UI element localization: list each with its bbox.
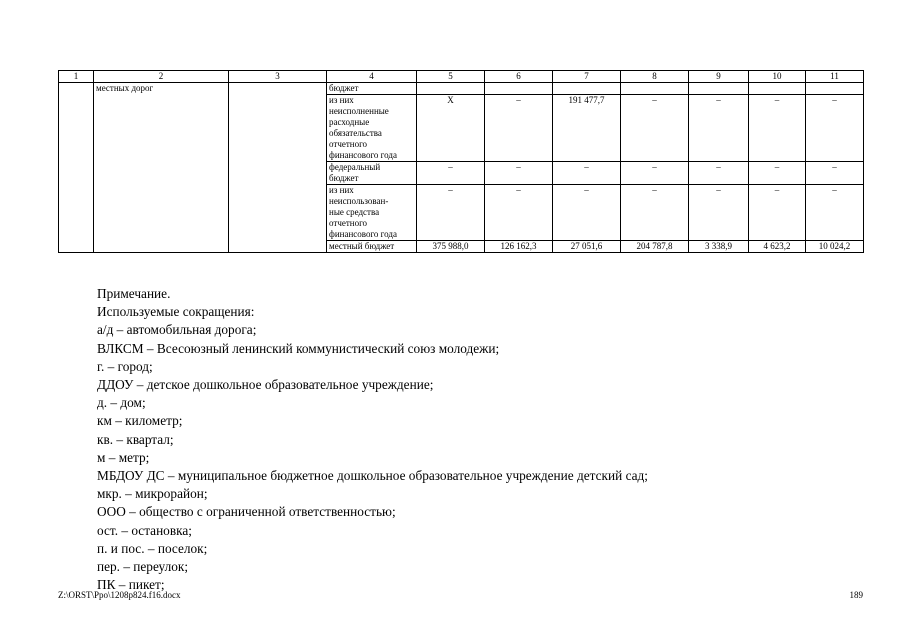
object-name-cell: местных дорог — [94, 83, 229, 253]
note-line: г. – город; — [97, 358, 153, 374]
value-cell: 375 988,0 — [417, 241, 485, 253]
note-line: км – километр; — [97, 413, 183, 429]
value-cell: – — [417, 185, 485, 241]
note-line: м – метр; — [97, 449, 150, 465]
value-cell — [689, 83, 749, 95]
table-row — [59, 83, 864, 95]
funding-source-cell: из них неиспользован- ные средства отчетного финансового года — [327, 185, 417, 241]
value-cell: – — [621, 95, 689, 162]
value-cell: – — [689, 185, 749, 241]
value-cell: – — [621, 185, 689, 241]
note-line: пер. – переулок; — [97, 559, 189, 575]
budget-table — [58, 70, 864, 253]
value-cell: 3 338,9 — [689, 241, 749, 253]
value-cell — [417, 83, 485, 95]
note-line: ост. – остановка; — [97, 522, 192, 538]
note-line: мкр. – микрорайон; — [97, 486, 208, 502]
value-cell: – — [749, 185, 806, 241]
note-line: МБДОУ ДС – муниципальное бюджетное дошкольное образовательное учреждение детский сад; — [97, 468, 648, 484]
value-cell — [485, 83, 553, 95]
value-cell: 191 477,7 — [553, 95, 621, 162]
value-cell: – — [749, 162, 806, 185]
value-cell: – — [553, 185, 621, 241]
value-cell — [553, 83, 621, 95]
value-cell: – — [621, 162, 689, 185]
header-cell: 3 — [229, 71, 327, 83]
note-line: Используемые сокращения: — [97, 304, 255, 320]
header-cell: 5 — [417, 71, 485, 83]
value-cell — [749, 83, 806, 95]
value-cell: – — [689, 162, 749, 185]
column-3-cell — [229, 83, 327, 253]
funding-source-cell: бюджет — [327, 83, 417, 95]
value-cell: – — [689, 95, 749, 162]
note-line: кв. – квартал; — [97, 431, 174, 447]
value-cell: 4 623,2 — [749, 241, 806, 253]
value-cell: Х — [417, 95, 485, 162]
header-cell: 11 — [806, 71, 864, 83]
value-cell: – — [417, 162, 485, 185]
header-cell: 10 — [749, 71, 806, 83]
value-cell: 204 787,8 — [621, 241, 689, 253]
note-line: п. и пос. – поселок; — [97, 540, 208, 556]
value-cell: – — [485, 95, 553, 162]
note-line: ВЛКСМ – Всесоюзный ленинский коммунистический союз молодежи; — [97, 340, 500, 356]
note-line: ДДОУ – детское дошкольное образовательное учреждение; — [97, 377, 434, 393]
header-cell: 8 — [621, 71, 689, 83]
value-cell — [806, 83, 864, 95]
row-number-cell — [59, 83, 94, 253]
header-cell: 9 — [689, 71, 749, 83]
value-cell: – — [485, 185, 553, 241]
value-cell: 126 162,3 — [485, 241, 553, 253]
header-cell: 6 — [485, 71, 553, 83]
funding-source-cell: федеральный бюджет — [327, 162, 417, 185]
funding-source-cell: местный бюджет — [327, 241, 417, 253]
value-cell: – — [749, 95, 806, 162]
value-cell: – — [553, 162, 621, 185]
page-number: 189 — [849, 590, 863, 600]
note-line: а/д – автомобильная дорога; — [97, 322, 257, 338]
value-cell: – — [806, 95, 864, 162]
note-title: Примечание. — [97, 286, 171, 301]
value-cell: – — [806, 162, 864, 185]
funding-source-cell: из них неисполненные расходные обязательства отчетного финансового года — [327, 95, 417, 162]
value-cell: – — [806, 185, 864, 241]
file-path: Z:\ORST\Ppo\1208p824.f16.docx — [58, 590, 181, 600]
value-cell: – — [485, 162, 553, 185]
note-line: д. – дом; — [97, 395, 146, 411]
header-cell: 1 — [59, 71, 94, 83]
header-cell: 4 — [327, 71, 417, 83]
header-cell: 7 — [553, 71, 621, 83]
abbreviation-notes — [97, 285, 648, 594]
value-cell: 10 024,2 — [806, 241, 864, 253]
table-header-row — [59, 71, 864, 83]
note-line: ООО – общество с ограниченной ответственностью; — [97, 504, 396, 520]
value-cell: 27 051,6 — [553, 241, 621, 253]
note-line: ПК – пикет; — [97, 577, 165, 593]
header-cell: 2 — [94, 71, 229, 83]
value-cell — [621, 83, 689, 95]
